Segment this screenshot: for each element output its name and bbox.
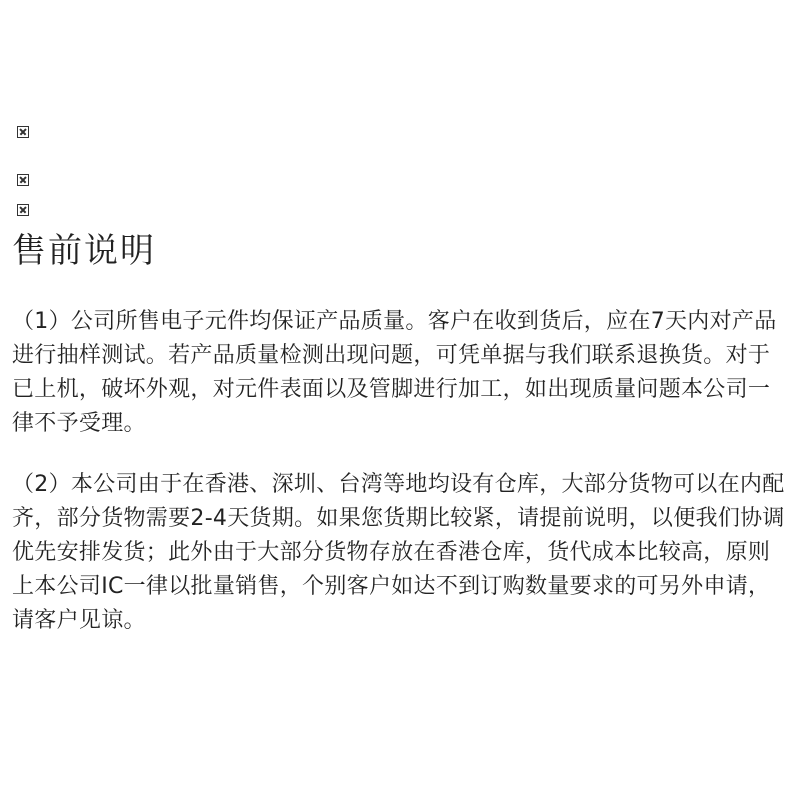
page-title: 售前说明: [12, 231, 156, 271]
broken-image-icon: [17, 204, 29, 216]
broken-image-icon: [17, 126, 29, 138]
paragraph-1: （1）公司所售电子元件均保证产品质量。客户在收到货后，应在7天内对产品进行抽样测试。若产品质量检测出现问题，可凭单据与我们联系退换货。对于已上机，破坏外观，对元件表面以及管脚进行加工，如出现质量问题本公司一律不予受理。: [12, 309, 777, 436]
paragraph-2: （2）本公司由于在香港、深圳、台湾等地均设有仓库，大部分货物可以在内配齐，部分货物需要2-4天货期。如果您货期比较紧，请提前说明，以便我们协调优先安排发货；此外由于大部分货物存放在香港仓库，货代成本比较高，原则上本公司IC一律以批量销售，个别客户如达不到订购数量要求的可另外申请，请客户见谅。: [12, 472, 785, 633]
broken-image-icon: [17, 174, 29, 186]
